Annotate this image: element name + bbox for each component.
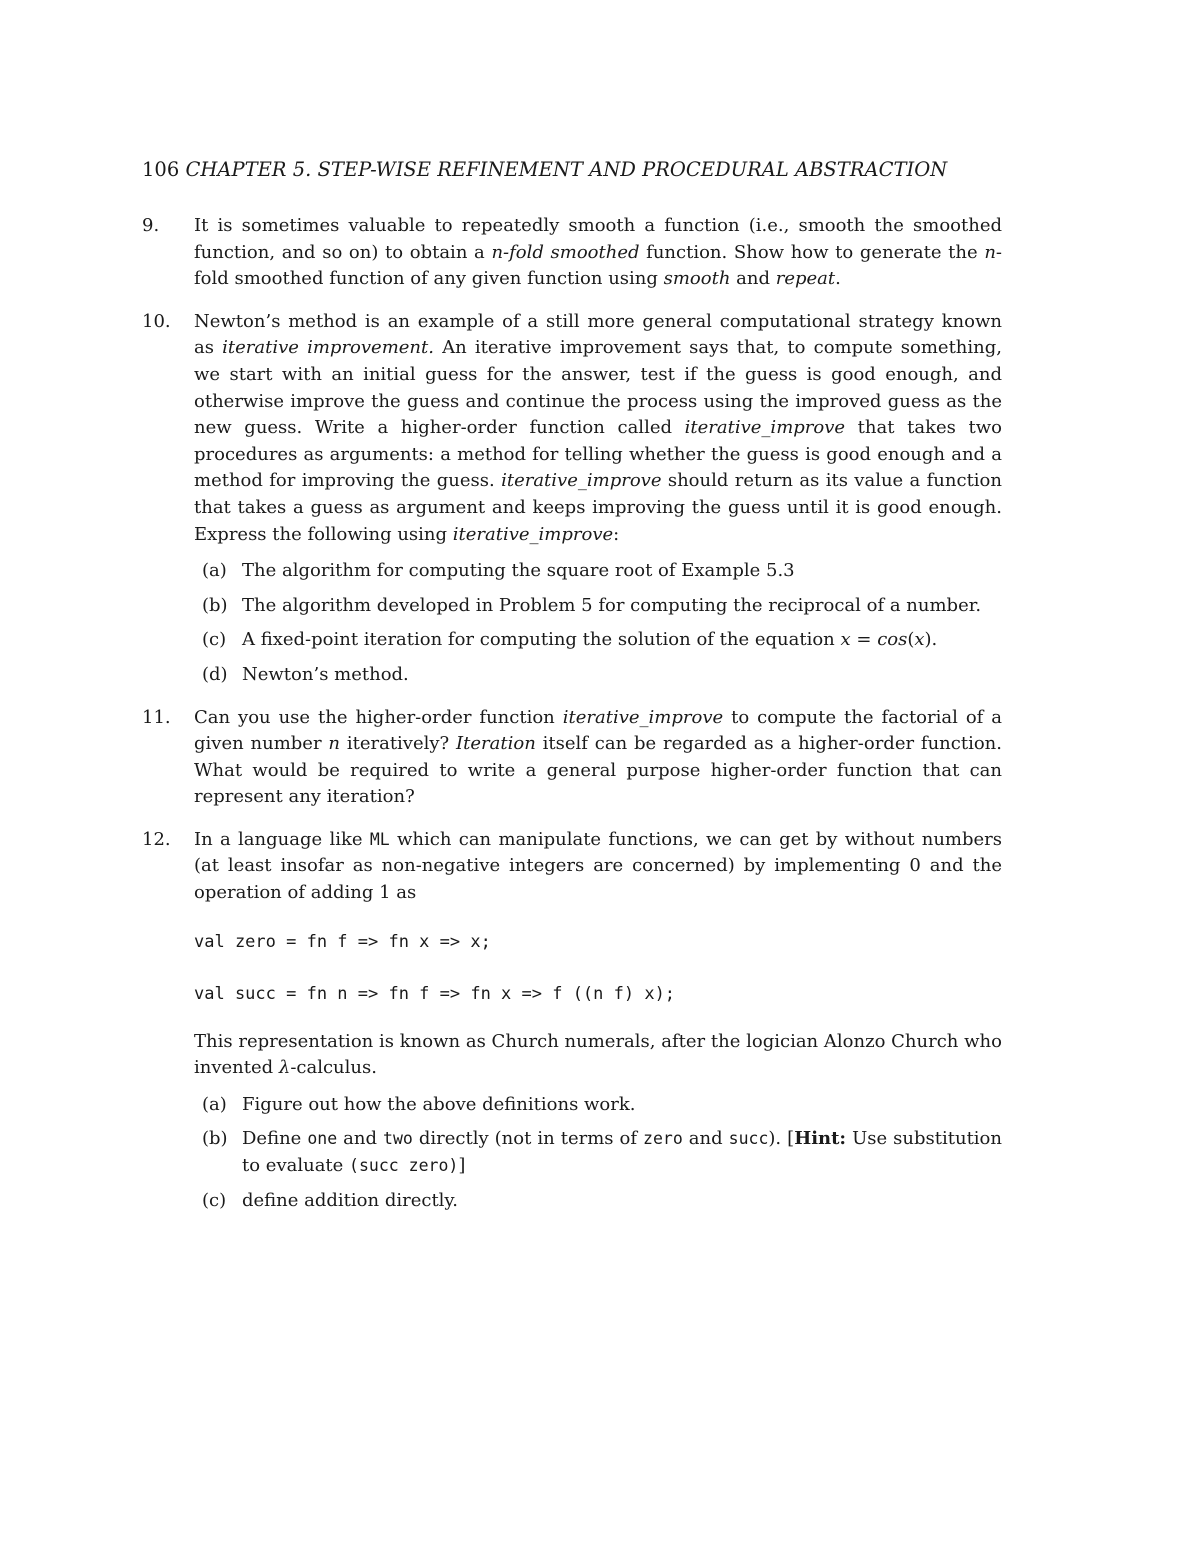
math-var: x	[914, 629, 925, 651]
text-run: Newton’s method is an example of a still more general computational strategy known as	[194, 310, 1002, 359]
subitem-b	[194, 593, 1002, 620]
subitem-b	[194, 1126, 1002, 1179]
emphasis: Iteration	[456, 733, 536, 755]
text-run: Use substitution to evaluate	[242, 1128, 1002, 1177]
code-line-zero: val zero = fn f => fn x => x;	[194, 931, 491, 952]
code-term: one	[307, 1129, 338, 1149]
emphasis: iterative improvement.	[222, 337, 434, 359]
subitem-text: The algorithm for computing the square root of Example 5.3	[242, 560, 795, 582]
problem-9	[142, 213, 1002, 293]
problem-9-text	[194, 213, 1002, 293]
problem-11	[142, 705, 1002, 811]
emphasis: iterative_improve	[452, 523, 614, 545]
chapter-title: CHAPTER 5. STEP-WISE REFINEMENT AND PROCEDURAL ABSTRACTION	[185, 158, 948, 181]
subitem-c	[194, 627, 1002, 654]
emphasis: smooth	[663, 268, 731, 290]
hint-label: Hint:	[794, 1128, 847, 1150]
text-run: function. Show how to generate the	[639, 241, 985, 263]
subitem-label: (d)	[202, 663, 228, 685]
text-run: In a language like	[194, 828, 370, 850]
text-run: ).	[924, 629, 938, 651]
text-run: and	[730, 268, 776, 290]
emphasis: n	[328, 733, 340, 755]
subitem-label: (b)	[202, 594, 228, 616]
subitem-label: (c)	[202, 629, 227, 651]
subitem-text: The algorithm developed in Problem 5 for computing the reciprocal of a number.	[242, 594, 982, 616]
problem-11-text	[194, 705, 1002, 811]
code-term: two	[383, 1129, 413, 1149]
code-term: zero	[643, 1129, 683, 1149]
code-term: (succ zero)	[349, 1156, 459, 1176]
text-run: iteratively?	[340, 733, 457, 755]
emphasis: iterative_improve	[562, 706, 724, 728]
text-run: that takes two procedures as arguments: a method for telling whether the guess is good enough and a method for improving the guess.	[194, 417, 1002, 492]
problem-10-text	[194, 309, 1002, 548]
lambda-symbol: λ	[278, 1057, 291, 1079]
problem-list	[142, 213, 1002, 1230]
text-run: directly (not in terms of	[412, 1128, 644, 1150]
text-run: ]	[458, 1155, 466, 1177]
math-func: cos	[877, 629, 908, 651]
problem-12-subitems	[194, 1092, 1002, 1214]
text-run: :	[613, 523, 620, 545]
code-term: succ	[728, 1129, 769, 1149]
text-run: Can you use the higher-order function	[194, 706, 563, 728]
text-run: .	[835, 268, 841, 290]
text-run: -calculus.	[290, 1057, 377, 1079]
subitem-label: (c)	[202, 1189, 227, 1211]
math-var: x	[840, 629, 851, 651]
text-run: itself can be regarded as a higher-order function. What would be required to write a general purpose higher-order function that can represent any iteration?	[194, 733, 1002, 808]
text-run: should return as its value a function that takes a guess as argument and keeps improving the guess until it is good enough. Express the following using	[194, 470, 1002, 545]
language-name: ML	[369, 829, 390, 849]
subitem-text: Figure out how the above definitions work.	[242, 1093, 636, 1115]
subitem-d	[194, 662, 1002, 689]
problem-12-explanation	[194, 1029, 1002, 1082]
problem-10	[142, 309, 1002, 689]
problem-number: 11.	[142, 706, 171, 728]
problem-number: 9.	[142, 215, 160, 236]
problem-number: 10.	[142, 310, 171, 332]
text-run: and	[337, 1128, 384, 1150]
subitem-label: (a)	[202, 560, 227, 582]
running-header	[142, 156, 1002, 184]
text-run: ). [	[768, 1128, 795, 1150]
problem-10-subitems	[194, 558, 1002, 688]
emphasis: n-fold smoothed	[491, 241, 640, 263]
text-run: It is sometimes valuable to repeatedly smooth a function (i.e., smooth the smoothed function, and so on) to obtain a	[194, 215, 1002, 263]
problem-12	[142, 827, 1002, 1214]
text-run: which can manipulate functions, we can get by without numbers (at least insofar as non-negative integers are concerned) by implementing 0 and the operation of adding 1 as	[194, 828, 1002, 904]
text-run: and	[682, 1128, 729, 1150]
emphasis: iterative_improve	[501, 470, 662, 492]
emphasis: repeat	[775, 268, 836, 290]
text-run: (	[907, 629, 915, 651]
text-run: -fold smoothed function of any given function using	[194, 241, 1002, 290]
subitem-label: (a)	[202, 1093, 227, 1115]
text-run: An iterative improvement says that, to compute something, we start with an initial guess for the answer, test if the guess is good enough, and otherwise improve the guess and continue the process using the improved guess as the new guess. Write a higher-order function called	[194, 337, 1002, 439]
text-run: A fixed-point iteration for computing the solution of the equation	[242, 629, 841, 651]
subitem-text: Newton’s method.	[242, 663, 409, 685]
text-run: Define	[242, 1128, 308, 1150]
subitem-label: (b)	[202, 1128, 228, 1150]
text-run: =	[850, 629, 878, 651]
page-number: 106	[142, 158, 180, 181]
problem-number: 12.	[142, 828, 171, 850]
emphasis: n	[984, 241, 996, 263]
text-run: This representation is known as Church numerals, after the logician Alonzo Church who invented	[194, 1030, 1002, 1079]
subitem-text: define addition directly.	[242, 1189, 458, 1211]
subitem-c	[194, 1188, 1002, 1215]
code-line-succ: val succ = fn n => fn f => fn x => f ((n f) x);	[194, 983, 676, 1004]
subitem-a	[194, 558, 1002, 585]
problem-12-text	[194, 827, 1002, 907]
emphasis: iterative_improve	[684, 417, 846, 439]
subitem-a	[194, 1092, 1002, 1119]
text-run: to compute the factorial of a given number	[194, 706, 1002, 755]
